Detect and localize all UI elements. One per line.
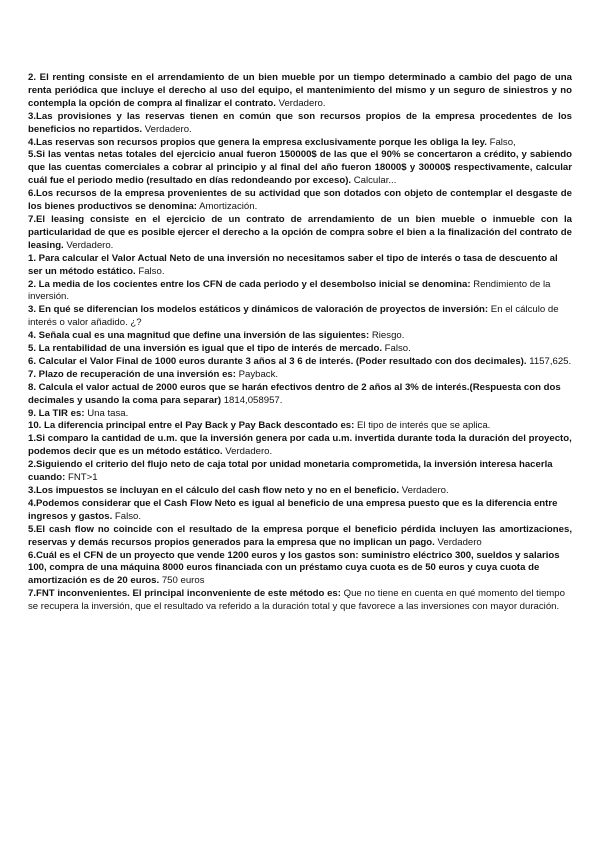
question-text: 7.FNT inconvenientes. El principal inconveniente de este método es: (28, 588, 341, 600)
answer-text: Verdadero. (66, 239, 114, 251)
question-text: 9. La TIR es: (28, 407, 85, 419)
answer-text: 750 euros (161, 575, 205, 587)
question-text: 4. Señala cual es una magnitud que define una inversión de las siguientes: (28, 330, 370, 342)
question-text: 6. Calcular el Valor Final de 1000 euros durante 3 años al 3 6 de interés. (Poder resultado con dos decimales). (28, 355, 527, 367)
statement-cash-flow-resultado (28, 524, 572, 550)
statement-valor-actual (28, 382, 572, 408)
question-text: 3. En qué se diferencian los modelos estáticos y dinámicos de valoración de proyectos de inversión: (28, 304, 489, 316)
answer-text: Falso, (489, 136, 516, 148)
answer-text: 1814,058957. (223, 394, 283, 406)
question-text: 1. Para calcular el Valor Actual Neto de una inversión no necesitamos saber el tipo de interés o tasa de descuento al ser un método estático. (28, 252, 558, 277)
statement-tir (28, 408, 572, 421)
question-text: 5. La rentabilidad de una inversión es igual que el tipo de interés de mercado. (28, 343, 382, 355)
statement-modelos (28, 304, 572, 330)
statement-magnitud (28, 330, 572, 343)
question-text: 6.Los recursos de la empresa provenientes de su actividad que son dotados con objeto de contemplar el desgaste de los bienes productivos se denomina: (28, 188, 572, 213)
statement-periodo-medio (28, 149, 572, 188)
question-text: 2. El renting consiste en el arrendamiento de un bien mueble por un tiempo determinado a cambio del pago de una renta periódica que incluye el derecho al uso del equipo, el mantenimiento del mismo y un seguro de siniestros y no contempla la opción de compra al finalizar el contrato. (28, 72, 572, 109)
question-text: 6.Cuál es el CFN de un proyecto que vende 1200 euros y los gastos son: suministro eléctrico 300, sueldos y salarios 100, compra de una máquina 8000 euros financiada con un préstamo cuya cuota es de 50 euros y cuya cuota de amortización es de 20 euros. (28, 549, 560, 587)
statement-metodo-estatico (28, 433, 572, 459)
statement-payback-descontado (28, 420, 572, 433)
answer-text: El tipo de interés que se aplica. (357, 420, 491, 432)
statement-cfn-proyecto (28, 550, 572, 589)
question-text: 2.Siguiendo el criterio del flujo neto de caja total por unidad monetaria comprometida, la inversión interesa hacerla cuando: (28, 459, 553, 484)
answer-text: Verdadero. (278, 97, 326, 109)
question-text: 8. Calcula el valor actual de 2000 euros que se harán efectivos dentro de 2 años al 3% de interés.(Respuesta con dos decimales y usando la coma para separar) (28, 381, 561, 406)
statement-leasing (28, 214, 572, 253)
answer-text: Amortización. (199, 201, 258, 213)
statement-amortizacion (28, 188, 572, 214)
question-text: 5.Si las ventas netas totales del ejercicio anual fueron 150000$ de las que el 90% se concertaron a crédito, y sabiendo que las cuentas comerciales a cobrar al principio y al final del año fueron 18000$ y 30000$ respectivamente, calcular cuál fue el periodo medio (resultado en días redondeando por exceso). (28, 149, 572, 187)
statement-rentabilidad (28, 343, 572, 356)
answer-text: Que no tiene en cuenta en qué momento del tiempo se recupera la inversión, que el resultado va referido a la duración total y que favorece a las inversiones con mayor duración. (28, 588, 565, 613)
statement-reservas (28, 137, 572, 150)
question-text: 2. La media de los cocientes entre los CFN de cada periodo y el desembolso inicial se denomina: (28, 278, 471, 290)
answer-text: Falso. (114, 510, 142, 522)
statement-fnt-inconvenientes (28, 588, 572, 614)
document-page (28, 72, 572, 614)
answer-text: Verdadero. (144, 123, 192, 135)
question-text: 7. Plazo de recuperación de una inversión es: (28, 368, 236, 380)
statement-van (28, 253, 572, 279)
answer-text: Rendimiento de la inversión. (28, 278, 551, 303)
answer-text: Falso. (138, 265, 165, 277)
answer-text: Verdadero. (225, 446, 273, 458)
statement-cfn-media (28, 279, 572, 305)
statement-renting (28, 72, 572, 111)
question-text: 3.Los impuestos se incluyan en el cálculo del cash flow neto y no en el beneficio. (28, 485, 400, 496)
statement-provisiones (28, 111, 572, 137)
answer-text: Verdadero (437, 536, 482, 548)
question-text: 3.Las provisiones y las reservas tienen en común que son recursos propios de la empresa procedentes de los beneficios no repartidos. (28, 110, 572, 135)
statement-impuestos (28, 485, 572, 498)
question-text: 1.Si comparo la cantidad de u.m. que la inversión genera por cada u.m. invertida durante toda la duración del proyecto, podemos decir que es un método estático. (28, 433, 572, 458)
statement-fnt (28, 459, 572, 485)
answer-text: Verdadero. (401, 485, 449, 496)
answer-text: FNT>1 (67, 472, 98, 484)
answer-text: En el cálculo de interés o valor añadido. ¿? (28, 304, 559, 329)
statement-payback (28, 369, 572, 382)
question-text: 10. La diferencia principal entre el Pay Back y Pay Back descontado es: (28, 420, 355, 432)
answer-text: Una tasa. (87, 407, 129, 419)
answer-text: 1157,625. (529, 355, 572, 367)
question-text: 7.El leasing consiste en el ejercicio de un contrato de arrendamiento de un bien mueble o inmueble con la particularidad de que es posible ejercer el derecho a la opción de compra sobre el bien a la finalización del contrato de leasing. (28, 213, 572, 251)
answer-text: Falso. (384, 343, 411, 355)
answer-text: Calcular... (353, 175, 397, 187)
question-text: 4.Las reservas son recursos propios que genera la empresa exclusivamente porque les obliga la ley. (28, 136, 487, 148)
question-text: 4.Podemos considerar que el Cash Flow Neto es igual al beneficio de una empresa puesto que es la diferencia entre ingresos y gastos. (28, 497, 558, 522)
question-text: 5.El cash flow no coincide con el resultado de la empresa porque el beneficio pérdida incluyen las amortizaciones, reservas y demás recursos propios generados para la empresa que no implican un pago. (28, 523, 572, 548)
answer-text: Payback. (238, 368, 279, 380)
statement-cash-flow-beneficio (28, 498, 572, 524)
answer-text: Riesgo. (371, 330, 405, 342)
statement-valor-final (28, 356, 572, 369)
